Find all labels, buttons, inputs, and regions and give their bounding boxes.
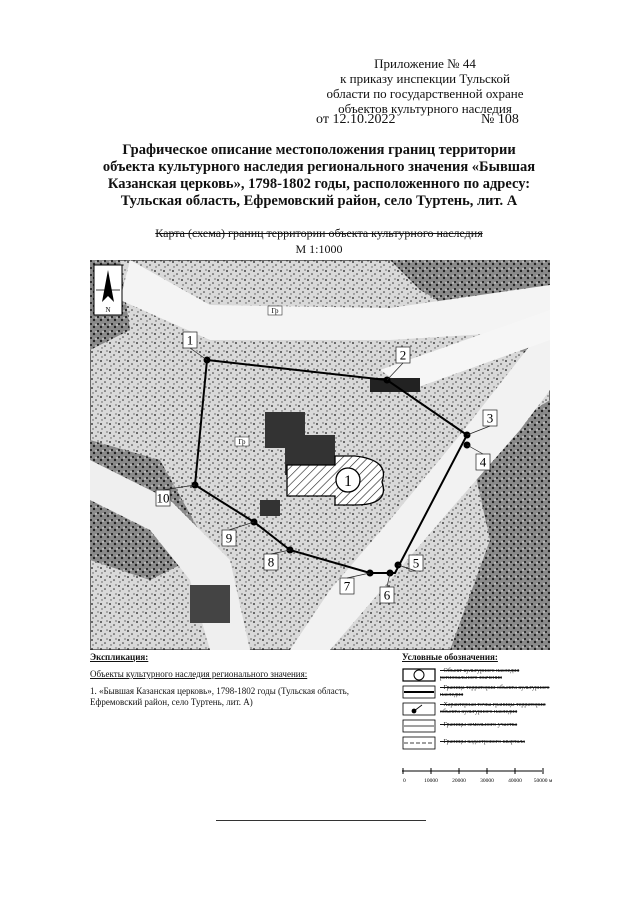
annex-line-2: к приказу инспекции Тульской — [340, 71, 510, 86]
legend-label: - Объект культурного наследия регионального значения — [440, 667, 520, 681]
order-date-row — [316, 112, 519, 128]
scale-tick-label: 40000 — [508, 778, 522, 784]
legend-item-boundary — [402, 683, 552, 700]
title-line-3: Казанская церковь», 1798-1802 годы, расположенного по адресу: — [107, 176, 531, 192]
explication — [90, 652, 390, 708]
road-label: Гр — [271, 307, 279, 315]
object-line-1: 1. «Бывшая Казанская церковь», 1798-1802 годы (Тульская область, — [90, 686, 350, 696]
title-line-1: Графическое описание местоположения границ территории — [122, 142, 516, 158]
north-arrow — [94, 265, 122, 315]
order-date: 12.10.2022 — [332, 112, 396, 127]
point-label: 1 — [186, 332, 194, 348]
point-label: 2 — [399, 347, 407, 363]
quarter-line-symbol — [402, 736, 436, 750]
annex-line-4: объектов культурного наследия — [338, 101, 512, 116]
annex-block — [300, 56, 550, 116]
road-label: Гр — [238, 438, 246, 446]
north-label: N — [105, 306, 111, 314]
scale-bar — [402, 765, 552, 785]
legend-item-quarter — [402, 734, 552, 751]
map-heading: Карта (схема) границ территории объекта культурного наследия — [155, 226, 483, 240]
legend-label: - Характерная точка границы территории объекта культурного наследия — [440, 701, 546, 715]
scale-tick-label: 50000 м — [533, 778, 552, 784]
scale-tick-label: 30000 — [480, 778, 494, 784]
title-line-4: Тульская область, Ефремовский район, село Туртень, лит. А — [120, 193, 518, 209]
building — [260, 500, 280, 516]
building — [190, 585, 230, 623]
scale-tick-label: 20000 — [452, 778, 466, 784]
symbols-heading: Условные обозначения: — [402, 652, 498, 662]
legend-label: - Границы земельного участка — [440, 722, 518, 728]
legend-item-parcel — [402, 717, 552, 734]
object-label: 1 — [344, 473, 352, 490]
point-label: 4 — [479, 454, 487, 470]
scale-tick-label: 0 — [403, 778, 406, 784]
legend-item-object — [402, 666, 552, 683]
annex-line-3: области по государственной охране — [326, 86, 524, 101]
point-label: 10 — [156, 490, 170, 506]
point-label: 8 — [267, 554, 275, 570]
boundary-line-symbol — [402, 685, 436, 699]
point-label: 5 — [412, 555, 420, 571]
title-line-2: объекта культурного наследия регионального значения «Бывшая — [102, 159, 536, 175]
map-scale: М 1:1000 — [295, 242, 343, 256]
explication-heading: Экспликация: — [90, 652, 149, 662]
annex-line-1: Приложение № 44 — [374, 56, 476, 71]
point-label: 3 — [486, 410, 494, 426]
document-title — [84, 142, 554, 210]
scale-ticks — [403, 768, 552, 784]
signature-rule — [216, 820, 426, 821]
boundary-point-symbol — [402, 702, 436, 716]
objects-heading: Объекты культурного наследия регионального значения: — [90, 669, 308, 679]
parcel-line-symbol — [402, 719, 436, 733]
symbols-legend — [402, 652, 552, 751]
boundary-map — [90, 260, 550, 650]
order-number: № 108 — [481, 112, 519, 127]
scale-tick-label: 10000 — [424, 778, 438, 784]
point-label: 6 — [383, 587, 391, 603]
legend-label: - Границы кадастрового квартала — [440, 739, 525, 745]
point-label: 7 — [343, 578, 351, 594]
legend-label: - Граница территории объекта культурного наследия — [440, 684, 550, 698]
object-line-2: Ефремовский район, село Туртень, лит. А) — [90, 697, 253, 707]
heritage-object-symbol — [402, 668, 436, 682]
legend-item-point — [402, 700, 552, 717]
point-label: 9 — [225, 530, 233, 546]
date-prefix: от — [316, 112, 329, 127]
